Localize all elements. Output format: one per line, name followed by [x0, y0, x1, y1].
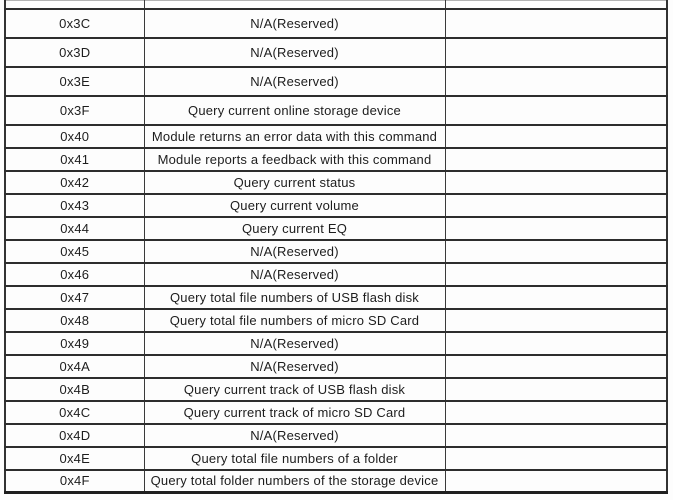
command-description-cell: N/A(Reserved): [144, 67, 445, 96]
command-code-cell: 0x3D: [5, 38, 144, 67]
command-reference-table: [4, 0, 668, 494]
notes-cell: [445, 470, 667, 493]
table-row: [5, 332, 667, 355]
command-code-cell: 0x4F: [5, 470, 144, 493]
command-description-cell: N/A(Reserved): [144, 9, 445, 38]
command-description-cell: Query total file numbers of micro SD Card: [144, 309, 445, 332]
notes-cell: [445, 240, 667, 263]
table-row: [5, 309, 667, 332]
table-row: [5, 401, 667, 424]
command-description-cell: Query current track of USB flash disk: [144, 378, 445, 401]
table-row: [5, 263, 667, 286]
command-description-cell: Query total file numbers of a folder: [144, 447, 445, 470]
notes-cell: [445, 194, 667, 217]
command-code-cell: 0x44: [5, 217, 144, 240]
command-code-cell: 0x43: [5, 194, 144, 217]
partial-notes-cell: [445, 1, 667, 9]
command-code-cell: 0x40: [5, 125, 144, 148]
notes-cell: [445, 9, 667, 38]
notes-cell: [445, 263, 667, 286]
notes-cell: [445, 125, 667, 148]
command-code-cell: 0x47: [5, 286, 144, 309]
table-body: [5, 1, 667, 493]
command-code-cell: 0x45: [5, 240, 144, 263]
table-row: [5, 171, 667, 194]
command-code-cell: 0x48: [5, 309, 144, 332]
notes-cell: [445, 217, 667, 240]
table-row: [5, 355, 667, 378]
command-code-cell: 0x3F: [5, 96, 144, 125]
command-code-cell: 0x3E: [5, 67, 144, 96]
notes-cell: [445, 424, 667, 447]
table-row: [5, 96, 667, 125]
command-description-cell: Query total file numbers of USB flash disk: [144, 286, 445, 309]
command-code-cell: 0x3C: [5, 9, 144, 38]
command-description-cell: N/A(Reserved): [144, 424, 445, 447]
partial-description-cell: [144, 1, 445, 9]
command-description-cell: N/A(Reserved): [144, 240, 445, 263]
command-code-cell: 0x49: [5, 332, 144, 355]
table-row: [5, 38, 667, 67]
table-row: [5, 286, 667, 309]
command-description-cell: Query current volume: [144, 194, 445, 217]
command-description-cell: N/A(Reserved): [144, 263, 445, 286]
partial-code-cell: [5, 1, 144, 9]
command-code-cell: 0x4D: [5, 424, 144, 447]
command-description-cell: N/A(Reserved): [144, 355, 445, 378]
table-row: [5, 447, 667, 470]
command-code-cell: 0x42: [5, 171, 144, 194]
command-code-cell: 0x4E: [5, 447, 144, 470]
command-code-cell: 0x46: [5, 263, 144, 286]
table-row: [5, 67, 667, 96]
notes-cell: [445, 401, 667, 424]
notes-cell: [445, 286, 667, 309]
notes-cell: [445, 96, 667, 125]
table-row: [5, 470, 667, 493]
notes-cell: [445, 378, 667, 401]
command-description-cell: Query total folder numbers of the storage device: [144, 470, 445, 493]
command-description-cell: N/A(Reserved): [144, 332, 445, 355]
table-row-partial: [5, 1, 667, 9]
command-code-cell: 0x4A: [5, 355, 144, 378]
table-row: [5, 378, 667, 401]
table-row: [5, 194, 667, 217]
notes-cell: [445, 38, 667, 67]
notes-cell: [445, 447, 667, 470]
table-row: [5, 240, 667, 263]
notes-cell: [445, 309, 667, 332]
command-code-cell: 0x41: [5, 148, 144, 171]
notes-cell: [445, 148, 667, 171]
command-description-cell: Query current EQ: [144, 217, 445, 240]
notes-cell: [445, 171, 667, 194]
command-description-cell: Module returns an error data with this command: [144, 125, 445, 148]
command-description-cell: N/A(Reserved): [144, 38, 445, 67]
command-description-cell: Query current status: [144, 171, 445, 194]
command-code-cell: 0x4B: [5, 378, 144, 401]
table-row: [5, 125, 667, 148]
notes-cell: [445, 67, 667, 96]
table-row: [5, 148, 667, 171]
command-description-cell: Query current track of micro SD Card: [144, 401, 445, 424]
notes-cell: [445, 355, 667, 378]
notes-cell: [445, 332, 667, 355]
command-description-cell: Query current online storage device: [144, 96, 445, 125]
command-code-cell: 0x4C: [5, 401, 144, 424]
table-row: [5, 424, 667, 447]
command-description-cell: Module reports a feedback with this command: [144, 148, 445, 171]
table-row: [5, 9, 667, 38]
table-row: [5, 217, 667, 240]
